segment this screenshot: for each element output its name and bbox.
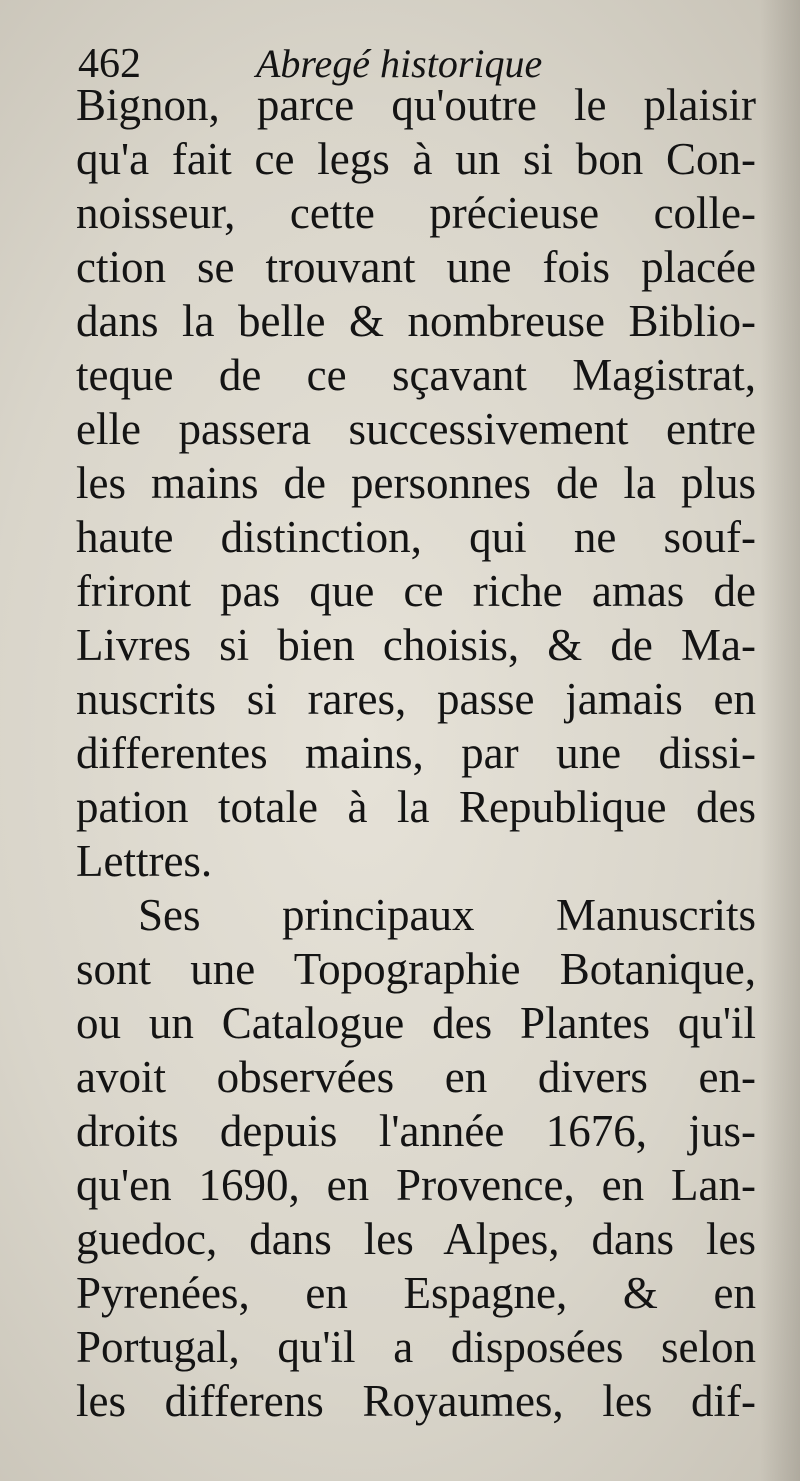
text-line: ou un Catalogue des Plantes qu'il: [76, 998, 756, 1048]
text-line: Portugal, qu'il a disposées selon: [76, 1322, 756, 1372]
text-line: noisseur, cette précieuse colle-: [76, 188, 756, 238]
text-line: qu'en 1690, en Provence, en Lan-: [76, 1160, 756, 1210]
text-line: les differens Royaumes, les dif-: [76, 1376, 756, 1426]
text-line: droits depuis l'année 1676, jus-: [76, 1106, 756, 1156]
text-line: Bignon, parce qu'outre le plaisir: [76, 80, 756, 130]
text-line: qu'a fait ce legs à un si bon Con-: [76, 134, 756, 184]
text-line: ction se trouvant une fois placée: [76, 242, 756, 292]
text-line: pation totale à la Republique des: [76, 782, 756, 832]
page-number: 462: [78, 41, 141, 87]
text-line: elle passera successivement entre: [76, 404, 756, 454]
text-line: teque de ce sçavant Magistrat,: [76, 350, 756, 400]
text-line: avoit observées en divers en-: [76, 1052, 756, 1102]
text-line: sont une Topographie Botanique,: [76, 944, 756, 994]
text-line: guedoc, dans les Alpes, dans les: [76, 1214, 756, 1264]
text-line: friront pas que ce riche amas de: [76, 566, 756, 616]
text-line: les mains de personnes de la plus: [76, 458, 756, 508]
text-line-paragraph-end: Lettres.: [76, 836, 213, 886]
page-gutter-shadow: [760, 0, 800, 1481]
page-body-text: [76, 78, 756, 1428]
text-line: Livres si bien choisis, & de Ma-: [76, 620, 756, 670]
text-line-paragraph-start: Ses principaux Manuscrits: [138, 890, 756, 940]
text-line: Pyrenées, en Espagne, & en: [76, 1268, 756, 1318]
text-line: nuscrits si rares, passe jamais en: [76, 674, 756, 724]
text-line: differentes mains, par une dissi-: [76, 728, 756, 778]
text-line: haute distinction, qui ne souf-: [76, 512, 756, 562]
running-title: Abregé historique: [256, 41, 543, 86]
text-line: dans la belle & nombreuse Biblio-: [76, 296, 756, 346]
